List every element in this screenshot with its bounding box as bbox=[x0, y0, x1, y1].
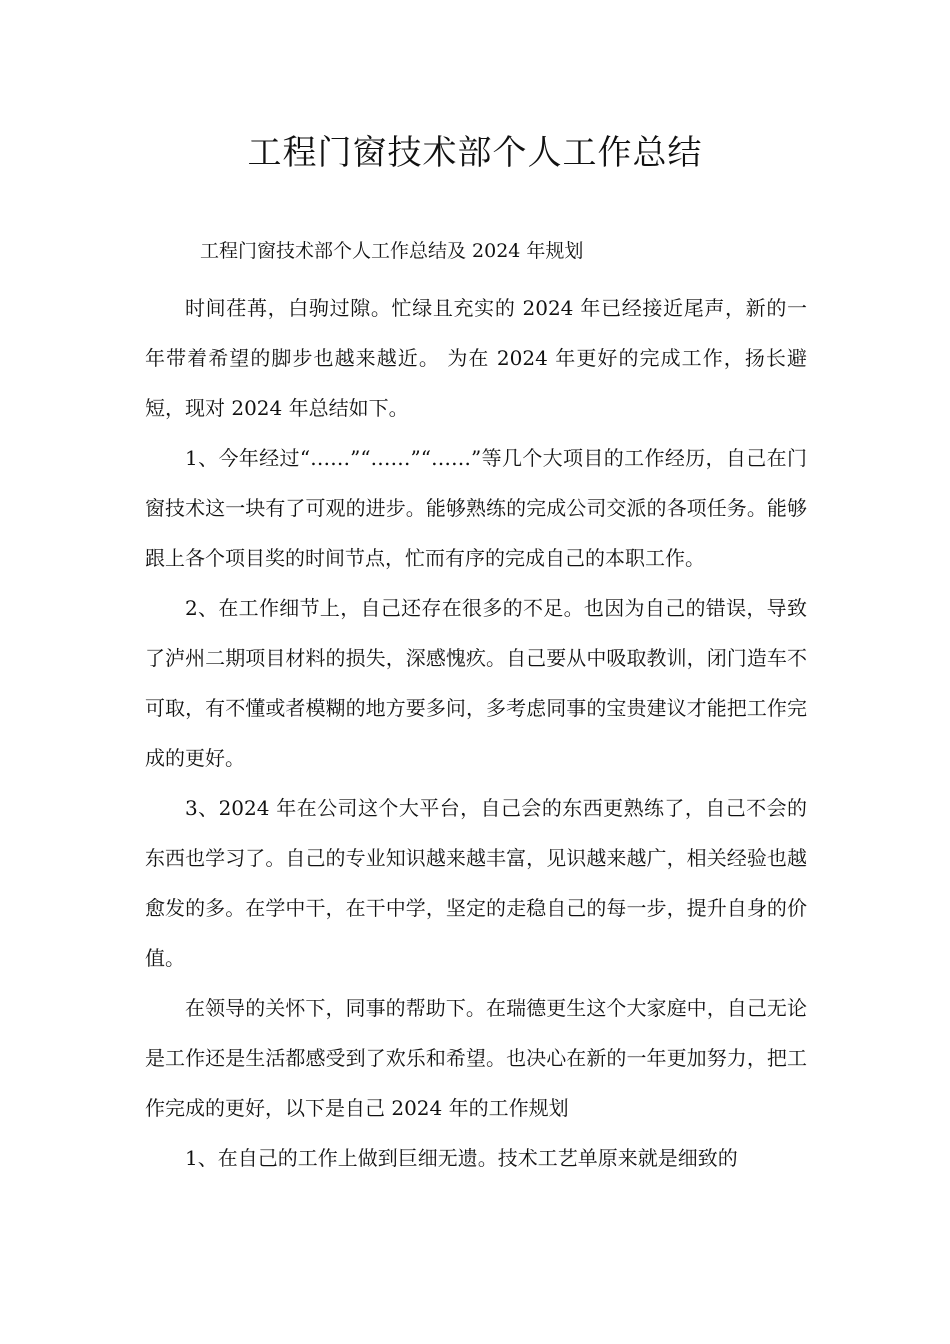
document-title: 工程门窗技术部个人工作总结 bbox=[247, 133, 703, 173]
paragraph-item-3: 3、2024 年在公司这个大平台，自己会的东西更熟练了，自己不会的东西也学习了。自己的专业知识越来越丰富，见识越来越广，相关经验也越愈发的多。在学中干，在干中学，坚定的走稳自己的每一步，提升自身的价值。 bbox=[145, 796, 807, 970]
document-subtitle: 工程门窗技术部个人工作总结及 2024 年规划 bbox=[200, 240, 584, 262]
paragraph-item-2: 2、在工作细节上，自己还存在很多的不足。也因为自己的错误，导致了泸州二期项目材料的损失，深感愧疚。自己要从中吸取教训，闭门造车不可取，有不懂或者模糊的地方要多问，多考虑同事的宝贵建议才能把工作完成的更好。 bbox=[145, 596, 807, 770]
paragraph-plan-1: 1、在自己的工作上做到巨细无遗。技术工艺单原来就是细致的 bbox=[185, 1146, 738, 1170]
document-body bbox=[145, 283, 807, 1183]
paragraph-transition: 在领导的关怀下，同事的帮助下。在瑞德更生这个大家庭中，自己无论是工作还是生活都感受到了欢乐和希望。也决心在新的一年更加努力，把工作完成的更好，以下是自己 2024 年的工作规划 bbox=[145, 996, 807, 1120]
paragraph-intro: 时间荏苒，白驹过隙。忙绿且充实的 2024 年已经接近尾声，新的一年带着希望的脚步也越来越近。 为在 2024 年更好的完成工作，扬长避短，现对 2024 年总结如下。 bbox=[145, 296, 807, 420]
paragraph-item-1: 1、今年经过“……”“……”“……”等几个大项目的工作经历，自己在门窗技术这一块有了可观的进步。能够熟练的完成公司交派的各项任务。能够跟上各个项目奖的时间节点，忙而有序的完成自己的本职工作。 bbox=[145, 446, 807, 570]
